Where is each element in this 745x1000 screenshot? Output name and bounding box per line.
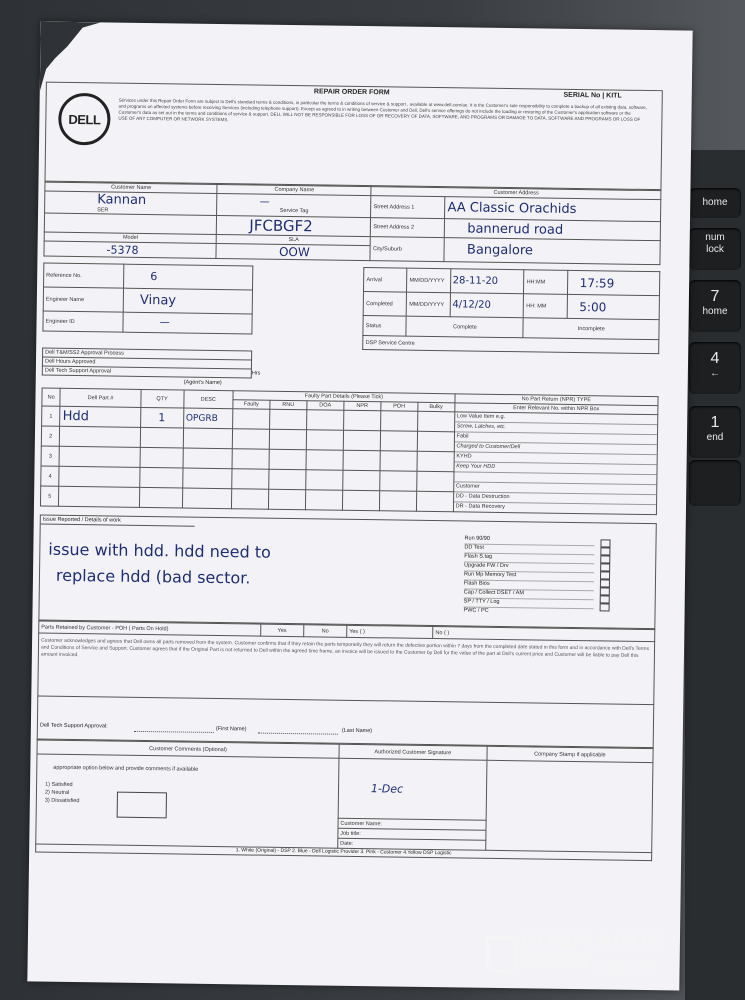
row-number: 1: [42, 406, 61, 426]
rating-dissatisfied[interactable]: 3) Dissatisfied: [44, 797, 80, 805]
npr-item: Customer: [454, 482, 656, 495]
sla-label: SLA: [217, 234, 371, 245]
qty-field[interactable]: [140, 407, 183, 428]
col-rnu: RNU: [270, 400, 307, 410]
form-title: REPAIR ORDER FORM: [313, 88, 390, 97]
arrival-time-value: 17:59: [579, 275, 615, 291]
customer-name-label: Customer Name: [45, 182, 218, 193]
issue-section: [38, 515, 656, 630]
npr-item: DD - Data Destruction: [454, 492, 656, 505]
check-item: SP / TTY / Log: [464, 598, 594, 609]
signature-field[interactable]: [338, 758, 487, 820]
col-no: No: [42, 388, 61, 406]
engineer-name-field[interactable]: [123, 288, 253, 314]
col-faulty-details: Faulty Part Details (Please Tick): [233, 391, 455, 403]
issue-line-1: issue with hdd. hdd need to: [48, 539, 271, 562]
qty-value: 1: [158, 411, 166, 425]
col-npr: NPR: [344, 401, 381, 411]
signature-table: [35, 740, 653, 854]
desc-value: OPGRB: [185, 413, 218, 424]
parts-table: [40, 388, 659, 516]
arrival-time-field[interactable]: [567, 270, 660, 295]
npr-item: Low Value Item e.g.: [455, 412, 657, 425]
check-item: Upgrade FW / Drv: [464, 562, 594, 573]
street1-field[interactable]: [445, 197, 661, 222]
col-poh: POH: [381, 402, 418, 412]
retained-no-paren[interactable]: No ( ): [433, 627, 655, 642]
npr-item: DR - Data Recovery: [455, 503, 505, 511]
status-label: Status: [363, 316, 406, 337]
watermark-resolving: RESOLVING: [594, 959, 655, 969]
street2-label: Street Address 2: [371, 218, 445, 238]
col-faulty: Faulty: [233, 400, 270, 410]
engineer-timing-table: [42, 263, 660, 355]
engineer-name-value: Vinay: [139, 292, 177, 309]
sla-value: OOW: [278, 244, 310, 260]
comments-area[interactable]: [36, 754, 339, 848]
hours-approved-label: Dell Hours Approved: [42, 357, 251, 369]
completed-hhmm-label: HH: MM: [524, 294, 567, 319]
completed-date-field[interactable]: [450, 293, 524, 318]
checkbox[interactable]: [600, 555, 610, 563]
arrival-date-value: 28-11-20: [452, 275, 499, 287]
checkbox[interactable]: [600, 587, 610, 595]
npr-item: Screw, Latches, etc.: [455, 422, 657, 435]
npr-list: [453, 412, 658, 515]
col-desc: DESC: [184, 390, 234, 409]
row-number: 5: [40, 486, 59, 506]
engineer-id-value: —: [159, 317, 170, 329]
check-item: Flash S.tag: [464, 553, 594, 564]
job-title-label: Job title:: [338, 828, 486, 840]
key-number: 7: [710, 288, 720, 305]
dsp-centre-label: DSP Service Centre: [363, 336, 659, 354]
model-label: Model: [44, 232, 217, 243]
npr-item: KYHD: [454, 452, 656, 465]
tech-approval-label: Dell Tech Support Approval:: [39, 722, 108, 730]
city-field[interactable]: [444, 238, 660, 265]
check-item: Run 90/90: [464, 535, 594, 546]
key-numlock[interactable]: [689, 228, 741, 270]
reference-label: Reference No.: [44, 263, 124, 288]
key-sublabel: ←: [710, 368, 720, 379]
arrival-hhmm-label: HH:MM: [524, 270, 567, 295]
completed-date-value: 4/12/20: [452, 299, 491, 311]
col-qty: QTY: [140, 389, 183, 408]
agents-name-label: (Agent's Name): [183, 379, 222, 387]
ser-field[interactable]: [44, 213, 217, 234]
checkbox[interactable]: [600, 547, 610, 555]
tech-approval-section: [37, 697, 655, 749]
status-incomplete-option[interactable]: Incomplete: [523, 318, 659, 340]
retained-yes-paren[interactable]: Yes ( ): [347, 625, 433, 638]
company-name-label: Company Name: [217, 184, 371, 195]
first-name-label: (First Name): [215, 726, 247, 733]
stamp-area[interactable]: [485, 760, 653, 852]
arrival-label: Arrival: [364, 268, 407, 293]
check-item: Cap / Collect DSET / AM: [464, 589, 594, 600]
issue-label: Issue Reported / Details of work: [41, 516, 195, 527]
npr-type-label: No Part Return (NPR) TYPE: [455, 394, 658, 406]
company-name-field[interactable]: [217, 193, 371, 217]
completed-mmdd-label: MM/DD/YYYY: [407, 292, 450, 317]
checkbox[interactable]: [600, 563, 610, 571]
city-value: Bangalore: [466, 242, 534, 259]
customer-name-field[interactable]: [45, 191, 218, 215]
retained-no[interactable]: No: [304, 625, 347, 638]
completed-time-value: 5:00: [579, 299, 607, 314]
rating-satisfied[interactable]: 1) Satisfied: [45, 781, 73, 789]
key-1[interactable]: [689, 406, 741, 458]
checkbox[interactable]: [600, 571, 610, 579]
check-item: Run Mp Memory Test: [464, 571, 594, 582]
first-name-line[interactable]: [134, 731, 214, 733]
key-7[interactable]: [689, 280, 741, 332]
watermark-since: SINCE 2004: [594, 968, 655, 978]
col-doa: DOA: [307, 401, 344, 411]
tech-support-approval-label: Dell Tech Support Approval: [42, 366, 251, 378]
key-sublabel: end: [706, 432, 724, 443]
key-4[interactable]: [689, 342, 741, 394]
watermark-line-2: BOARD: [522, 951, 588, 971]
complaintsboard-watermark: [486, 932, 664, 978]
last-name-line[interactable]: [258, 733, 338, 735]
comments-label: Customer Comments (Optional): [37, 740, 339, 758]
npr-item: Charged to Customer/Dell: [454, 442, 656, 455]
status-complete-option[interactable]: Complete: [406, 316, 523, 338]
terms-text: Services under this Repair Order Form are subject to Dell's standard terms & conditions, in particular the terms & conditions of service & support , available at www.dell.com/ae. It is the Customer's sole responsibility to complete a backup of all existing data, software, and programs on affected systems before receiving Services (including telephone support). Except as agreed to in writing between Customer and Dell, Dell's service offerings do not include the loading or restoring of the Customer's application software or the Customer's data as set out in the terms and conditions of service & support. DELL WILL NOT BE RESPONSIBLE FOR LOSS OF OR RECOVERY OF DATA, SOFTWARE, AND PROGRAMS OR DAMAGE TO DATA, SOFTWARE AND PROGRAMS OR LOSS OF USE OF ANY COMPUTER OR NETWORK SYSTEMS.: [118, 97, 648, 123]
customer-address-label: Customer Address: [371, 187, 661, 200]
date-label: Date:: [338, 838, 486, 850]
row-number: 3: [41, 446, 60, 466]
checkbox[interactable]: [600, 603, 610, 611]
last-name-label: (Last Name): [341, 727, 373, 735]
approval-table: [42, 348, 252, 379]
sla-field[interactable]: [216, 243, 370, 260]
engineer-id-label: Engineer ID: [43, 311, 123, 332]
service-tag-value: JFCBGF2: [249, 216, 313, 236]
engineer-name-label: Engineer Name: [43, 287, 123, 312]
watermark-line-1: COMPLAINTS: [522, 931, 665, 953]
street1-value: AA Classic Orachids: [447, 200, 577, 217]
keyboard-edge: [685, 150, 745, 1000]
model-value: -5378: [106, 242, 139, 257]
key-label: home: [702, 197, 728, 208]
key-home[interactable]: [689, 188, 741, 218]
hrs-label: Hrs: [251, 370, 261, 377]
part-value: Hdd: [62, 408, 90, 425]
customer-info-table: [43, 182, 661, 266]
check-item: PWC / PC: [463, 607, 489, 614]
company-name-value: —: [259, 196, 270, 208]
appropriate-text: appropriate option below and provide comments if available: [53, 764, 199, 773]
key-sublabel: home: [702, 306, 728, 317]
checkbox[interactable]: [600, 595, 610, 603]
key-label: num lock: [705, 232, 725, 255]
row-number: 2: [41, 426, 60, 446]
street1-label: Street Address 1: [371, 196, 445, 219]
model-field[interactable]: [44, 241, 217, 258]
check-list: [463, 535, 594, 617]
engineer-id-field[interactable]: [123, 312, 253, 334]
completed-label: Completed: [363, 292, 406, 317]
rating-neutral[interactable]: 2) Neutral: [44, 789, 70, 796]
street2-value: bannerud road: [467, 220, 564, 238]
col-bulky: Bulky: [418, 402, 455, 412]
key-number: 4: [710, 350, 720, 367]
arrival-date-field[interactable]: [450, 269, 524, 294]
serial-label: SERIAL No | KITL: [563, 91, 622, 100]
stamp-label: Company Stamp if applicable: [487, 746, 654, 762]
rating-box[interactable]: [117, 792, 167, 819]
completed-time-field[interactable]: [567, 294, 660, 319]
arrival-mmdd-label: MM/DD/YYYY: [407, 268, 450, 293]
check-item: Flash Bios: [464, 580, 594, 591]
part-field[interactable]: [60, 406, 140, 427]
customer-name-value: Kannan: [97, 192, 147, 208]
npr-item: Keep Your HDD: [454, 462, 656, 475]
retained-yes[interactable]: Yes: [260, 624, 303, 637]
npr-enter-label: Enter Relevant No. within NPR Box: [454, 403, 657, 415]
row-number: 4: [41, 466, 60, 486]
repair-order-form: [35, 82, 663, 862]
key-blank[interactable]: [689, 460, 741, 506]
form-footer: 1. White (Original) - DSP 2. Blue - Dell Logistic Provider 3. Pink - Customer 4.Yellow DSP Logistic: [35, 844, 652, 861]
signature-value: 1-Dec: [370, 782, 404, 796]
ser-label: SER: [97, 207, 109, 214]
customer-name2-label: Customer Name:: [338, 818, 486, 830]
col-part: Dell Part #: [60, 388, 140, 407]
npr-item: Fabil: [455, 432, 657, 445]
reference-field[interactable]: [124, 264, 254, 290]
repair-order-paper: [27, 21, 692, 990]
ack-text: Customer acknowledges and agrees that Dell owns all parts removed from the system. Customer confirms that if they retain the parts temporarily they will return the defective portion within 7 days from the completed date stated in this form and in accordance with Dell's Terms and Conditions of Service and Support. Customer agrees that if the Original Part is not returned to Dell within the agreed time frame, an invoice will be issued to the Customer by Dell for the value of the part at Dell's current price and Customer will be liable to pay Dell this amount invoiced.: [37, 634, 655, 706]
service-tag-field[interactable]: [217, 215, 371, 236]
checkbox[interactable]: [600, 539, 610, 547]
reference-value: 6: [150, 270, 158, 284]
form-header: [44, 82, 662, 191]
shield-icon: [486, 937, 518, 973]
service-tag-label: Service Tag: [279, 207, 309, 215]
auth-sig-label: Authorized Customer Signature: [339, 744, 487, 760]
issue-line-2: replace hdd (bad sector.: [55, 565, 251, 588]
key-number: 1: [710, 414, 720, 431]
approval-process-label: Dell T&M/SS2 Approval Process: [43, 348, 252, 360]
checkbox[interactable]: [600, 579, 610, 587]
desc-field[interactable]: [183, 408, 233, 429]
dell-logo: DELL: [58, 93, 111, 146]
parts-retained-label: Parts Retained by Customer - POH ( Parts On Hold): [39, 621, 261, 636]
city-label: City/Suburb: [370, 237, 444, 262]
check-item: DD Test: [464, 544, 594, 555]
